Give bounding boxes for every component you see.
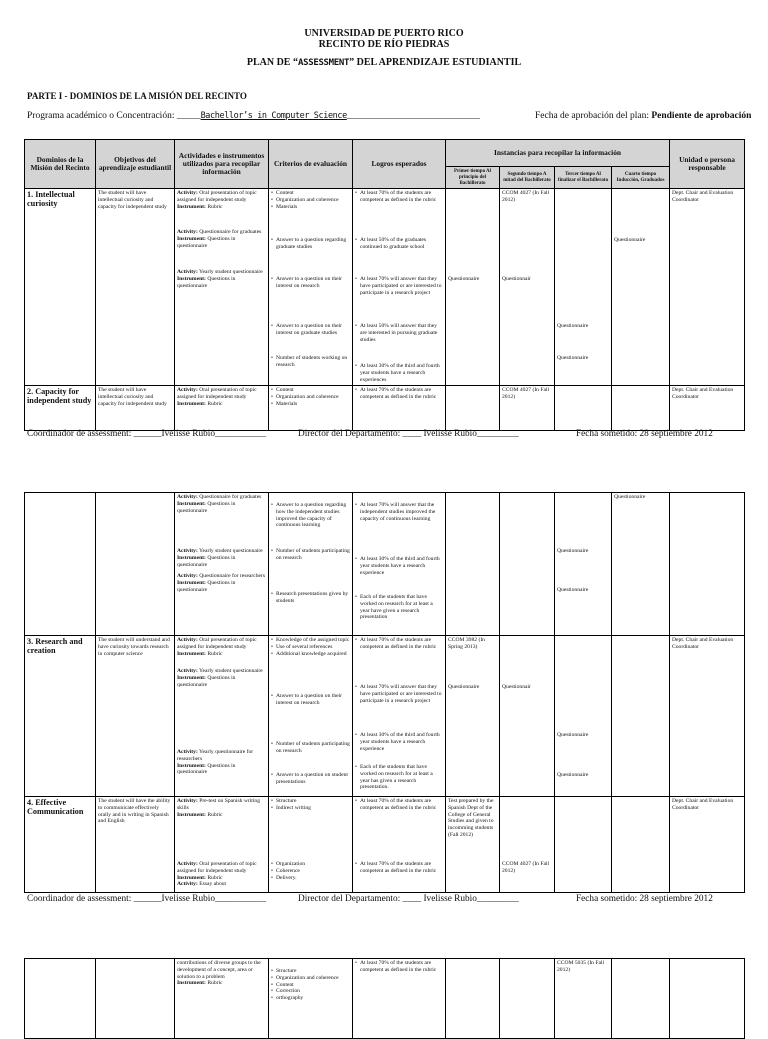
instance-segundo-cell: CCOM 4027 (In Fall 2012) [500, 386, 555, 431]
goals-cell [353, 493, 446, 636]
goal-item: • At least 70% of the students are competent as defined in the rubric [355, 798, 443, 812]
instance-item: Questionnaire [557, 355, 589, 361]
criteria-item: • Materials [271, 401, 350, 408]
domain-effective-communication: 4. Effective Communication [25, 797, 96, 893]
goal-item: • At least 30% of the third and fourth year students have a research experiences [355, 363, 443, 383]
activity-entry: Activity: Oral presentation of topic assigned for independent study Instrument: Rubric [177, 637, 257, 657]
domain-research-creation: 3. Research and creation [25, 636, 96, 797]
footer-director: Director del Departamento: ____ Ivelisse Rubio_________ [298, 429, 519, 439]
col-header-unidad: Unidad o persona responsable [670, 140, 745, 189]
goal-item: • At least 50% of the graduates continued to graduate school [355, 237, 443, 251]
goals-cell [353, 636, 446, 797]
col-header-instancias: Instancias para recopilar la información [446, 140, 670, 167]
approval-line [535, 111, 751, 121]
instance-tercer-cell [555, 386, 612, 431]
criteria-item: • Use of several references [271, 644, 350, 651]
instance-item: Questionnair [502, 276, 531, 282]
objective-cell: The student will have intellectual curiosity and capacity for independent study [96, 386, 175, 431]
goal-item: • At least 30% of the third and fourth year students have a research experience [355, 556, 443, 576]
instance-item: Questionnaire [557, 772, 589, 778]
instance-primer-cell [446, 386, 500, 431]
instance-primer-cell [446, 493, 500, 636]
activity-entry: Activity: Questionnaire for researchers Instrument: Questions in questionnaire [177, 573, 266, 593]
footer-date: Fecha sometido: 28 septiembre 2012 [576, 894, 713, 904]
instance-tercer-cell [555, 636, 612, 797]
criteria-item: • Indirect writing [271, 805, 350, 812]
goal-item: • At least 70% of the students are competent as defined in the rubric [355, 861, 443, 875]
col-header-dominios: Dominios de la Misión del Recinto [25, 140, 96, 189]
instance-tercer-cell [555, 493, 612, 636]
instance-item: Questionnaire [614, 237, 646, 243]
instance-item: CCOM 4027 (In Fall 2012) [502, 190, 550, 203]
instance-item: Questionnaire [448, 276, 480, 282]
instance-primer-cell [446, 189, 500, 386]
assessment-table-page1 [24, 139, 745, 431]
plan-title-prefix: PLAN DE “ [246, 57, 298, 68]
col-header-actividades: Actividades e instrumentos utilizados para recopilar información [175, 140, 269, 189]
activity-entry: Activity: Yearly student questionnaire Instrument: Questions in questionnaire [177, 668, 263, 688]
col-header-segundo: Segundo tiempo A mitad del Bachillerato [500, 167, 555, 189]
activity-entry: Activity: Yearly student questionnaire Instrument: Questions in questionnaire [177, 548, 263, 568]
responsible-cell: Dept. Chair and Evaluation Coordinator [670, 797, 745, 893]
activities-cell [175, 493, 269, 636]
responsible-cell-empty [670, 959, 745, 1039]
program-value: Bachellor’s in Computer Science [200, 111, 347, 121]
criteria-item: • Coherence [271, 868, 350, 875]
goals-cell [353, 189, 446, 386]
instance-cuarto-cell [612, 386, 670, 431]
goal-item: • At least 30% of the third and fourth year students have a research experience [355, 732, 443, 752]
objective-cell-empty [96, 959, 175, 1039]
responsible-cell-empty [670, 493, 745, 636]
instance-segundo-cell [500, 636, 555, 797]
instance-item: Questionnaire [557, 587, 589, 593]
goals-cell [353, 797, 446, 893]
instance-tercer-cell [555, 189, 612, 386]
criteria-item: • Number of students participating on research [271, 741, 350, 755]
col-header-cuarto: Cuarto tiempo Inducción, Graduados [612, 167, 670, 189]
criteria-cell [269, 493, 353, 636]
criteria-cell [269, 636, 353, 797]
program-label: Programa académico o Concentración: _____ [27, 111, 201, 121]
footer-coordinator: Coordinador de assessment: ______Ivelisse Rubio___________ [27, 894, 267, 904]
activity-entry: Activity: Oral presentation of topic assigned for independent study Instrument: Rubric [177, 190, 257, 210]
activities-cell: Activity: Oral presentation of topic assigned for independent study Instrument: Rubric [175, 386, 269, 431]
goal-item: • At least 70% of the students are competent as defined in the rubric [355, 387, 443, 401]
goals-cell [353, 386, 446, 431]
goal-item: • Each of the students that have worked on research for at least a year have given a research presentation [355, 594, 443, 621]
instance-item: CCOM 4027 (In Fall 2012) [502, 861, 550, 874]
program-line [27, 111, 480, 121]
criteria-item: • Organization [271, 861, 350, 868]
assessment-table-page2 [24, 492, 745, 893]
goal-item: • At least 70% of the students are competent as defined in the rubric [355, 637, 443, 651]
col-header-tercer: Tercer tiempo Al finalizar el Bachillerato [555, 167, 612, 189]
criteria-item: • Correction [271, 988, 350, 995]
instance-cuarto-cell [612, 189, 670, 386]
goal-item: • At least 70% will answer that they have participated or are interested to participate in a research project [355, 276, 443, 296]
activity-entry: Activity: Oral presentation of topic assigned for independent study Instrument: Rubric Activity: Essay about [177, 861, 257, 888]
footer-director: Director del Departamento: ____ Ivelisse Rubio_________ [298, 894, 519, 904]
goal-item: • At least 70% will answer that the independent studies improved the capacity of continuous learning [355, 502, 443, 522]
activities-cell: contributions of diverse groups to the development of a concept, area or solution to a problem Instrument: Rubric [175, 959, 269, 1039]
col-header-logros: Logros esperados [353, 140, 446, 189]
criteria-item: • Materials [271, 204, 350, 211]
plan-title-word: ASSESSMENT [297, 58, 350, 68]
program-tail: ____________________________ [346, 111, 480, 121]
criteria-item: • Content [271, 982, 350, 989]
criteria-item: • Structure [271, 968, 350, 975]
criteria-item: • Answer to a question on their interest on research [271, 276, 350, 290]
assessment-table-page3 [24, 958, 745, 1039]
table-row [25, 797, 745, 893]
instance-segundo-cell [500, 797, 555, 893]
responsible-cell: Dept. Chair and Evaluation Coordinator [670, 386, 745, 431]
objective-cell-empty [96, 493, 175, 636]
instance-tercer-cell [555, 797, 612, 893]
criteria-item: • Research presentations given by students [271, 591, 350, 605]
activity-entry: Activity: Pre-test on Spanish writing skills Instrument: Rubric [177, 798, 260, 818]
instance-cuarto-cell: Questionnaire [612, 493, 670, 636]
criteria-item: • Number of students working on research [271, 355, 350, 369]
goal-item: • At least 70% will answer that they have participated or are interested to participate in a research project [355, 684, 443, 704]
objective-cell: The student will have intellectual curiosity and capacity for independent study [96, 189, 175, 386]
criteria-item: • Structure [271, 798, 350, 805]
criteria-item: • Answer to a question on their interest on graduate studies [271, 323, 350, 337]
domain-cell-empty [25, 959, 96, 1039]
instance-primer-cell: Test prepared by the Spanish Dept of the College of General Studies and given to incomming students (Fall 2012) [446, 797, 500, 893]
instance-segundo-cell [500, 493, 555, 636]
instance-primer-cell [446, 959, 500, 1039]
footer-date: Fecha sometido: 28 septiembre 2012 [576, 429, 713, 439]
goal-item: • At least 50% will answer that they are interested in pursuing graduate studies [355, 323, 443, 343]
instance-segundo-cell [500, 959, 555, 1039]
criteria-cell [269, 959, 353, 1039]
activities-cell [175, 636, 269, 797]
criteria-item: • Content [271, 387, 350, 394]
objective-cell: The student will have the ability to communicate effectively orally and in writing in Spanish and English [96, 797, 175, 893]
criteria-item: • Answer to a question on student presentations [271, 772, 350, 786]
criteria-item: • Organization and coherence [271, 394, 350, 401]
activities-cell [175, 189, 269, 386]
goals-cell [353, 959, 446, 1039]
approval-value: Pendiente de aprobación [651, 111, 752, 121]
domain-intellectual-curiosity: 1. Intellectual curiosity [25, 189, 96, 386]
part-heading: PARTE I - DOMINIOS DE LA MISIÓN DEL RECINTO [27, 91, 247, 101]
instance-item: CCOM 3982 (In Spring 2013) [448, 637, 485, 650]
criteria-item: • orthography [271, 995, 350, 1002]
criteria-item: • Number of students participating on research [271, 548, 350, 562]
table-row [25, 189, 745, 386]
footer-coordinator: Coordinador de assessment: ______Ivelisse Rubio___________ [27, 429, 267, 439]
criteria-cell [269, 189, 353, 386]
criteria-item: • Answer to a question on their interest on research [271, 693, 350, 707]
instance-item: Questionnaire [557, 548, 589, 554]
domain-capacity-independent-study: 2. Capacity for independent study [25, 386, 96, 431]
table-row [25, 493, 745, 636]
instance-item: Questionnaire [448, 684, 480, 690]
approval-label: Fecha de aprobación del plan: [535, 111, 652, 121]
objective-cell: The student will understand and have curiosity towards research in computer science [96, 636, 175, 797]
criteria-cell [269, 797, 353, 893]
instance-item: Questionnaire [557, 323, 589, 329]
criteria-item: • Content [271, 190, 350, 197]
criteria-cell [269, 386, 353, 431]
responsible-cell: Dept. Chair and Evaluation Coordinator [670, 636, 745, 797]
goal-item: • At least 70% of the students are competent as defined in the rubric [355, 960, 443, 974]
criteria-item: • Knowledge of the assigned topic [271, 637, 350, 644]
criteria-item: • Answer to a question regarding graduate studies [271, 237, 350, 251]
table-row [25, 386, 745, 431]
criteria-item: • Answer to a question regarding how the independent studies improved the capacity of continuous learning [271, 502, 350, 529]
col-header-primer: Primer tiempo Al principio del Bachillerato [446, 167, 500, 189]
activities-cell [175, 797, 269, 893]
col-header-criterios: Criterios de evaluación [269, 140, 353, 189]
instance-cuarto-cell [612, 797, 670, 893]
instance-primer-cell [446, 636, 500, 797]
instance-cuarto-cell [612, 636, 670, 797]
criteria-item: • Organization and coherence [271, 197, 350, 204]
goal-item: • At least 70% of the students are competent as defined in the rubric [355, 190, 443, 204]
instance-cuarto-cell [612, 959, 670, 1039]
university-title: UNIVERSIDAD DE PUERTO RICO [304, 28, 464, 39]
instance-segundo-cell [500, 189, 555, 386]
plan-title-suffix: ” DEL APRENDIZAJE ESTUDIANTIL [349, 57, 522, 68]
instance-tercer-cell: CCOM 5035 (In Fall 2012) [555, 959, 612, 1039]
criteria-item: • Delivery. [271, 875, 350, 882]
activity-entry: Activity: Questionnaire for graduates Instrument: Questions in questionnaire [177, 494, 262, 514]
domain-cell-empty [25, 493, 96, 636]
col-header-objetivos: Objetivos del aprendizaje estudiantil [96, 140, 175, 189]
instance-item: Questionnaire [557, 732, 589, 738]
criteria-item: • Organization and coherence [271, 975, 350, 982]
responsible-cell: Dept. Chair and Evaluation Coordinator [670, 189, 745, 386]
activity-entry: Activity: Questionnaire for graduates Instrument: Questions in questionnaire [177, 229, 262, 249]
campus-title: RECINTO DE RÍO PIEDRAS [318, 39, 450, 50]
table-row [25, 959, 745, 1039]
table-row [25, 636, 745, 797]
criteria-item: • Additional knowledge acquired [271, 651, 350, 658]
goal-item: • Each of the students that have worked on research for at least a year has given a research presentation. [355, 764, 443, 791]
instance-item: Questionnair [502, 684, 531, 690]
activity-entry: Activity: Yearly student questionnaire Instrument: Questions in questionnaire [177, 269, 263, 289]
plan-title [0, 57, 768, 68]
activity-entry: Activity: Yearly questionnaire for researchers Instrument: Questions in questionnaire [177, 749, 254, 776]
